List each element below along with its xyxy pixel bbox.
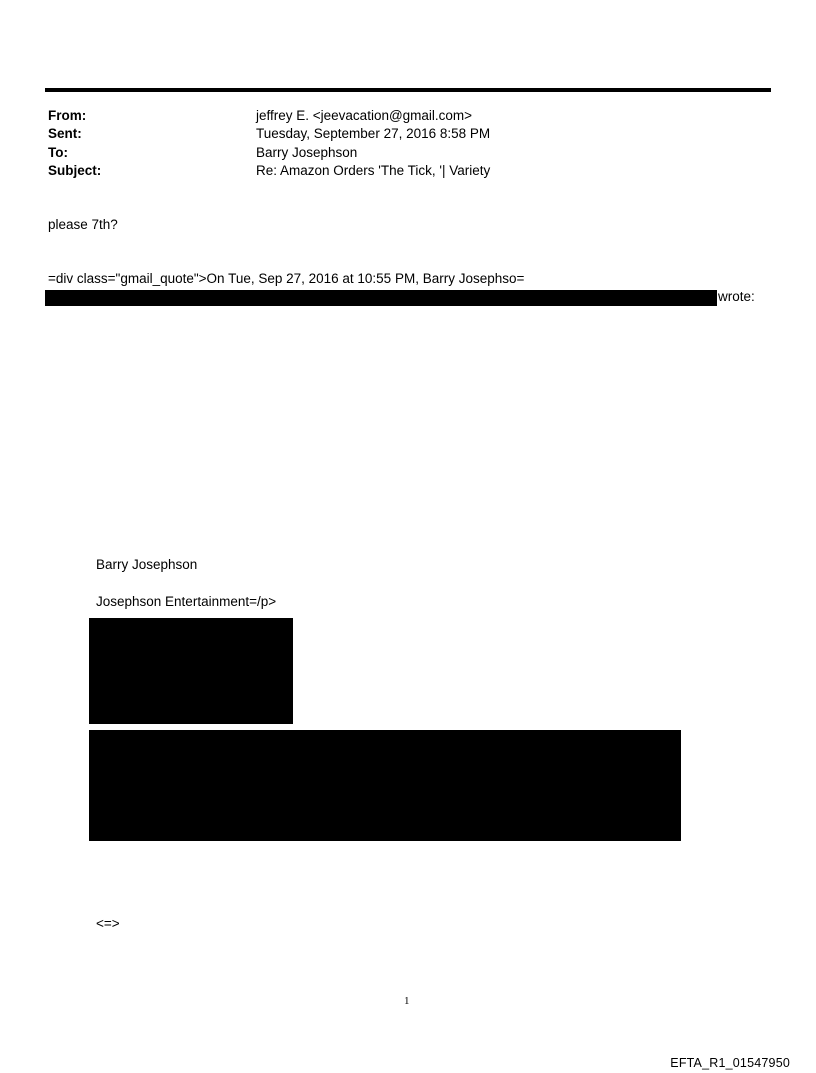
page-number: 1	[404, 995, 410, 1007]
to-label: To:	[48, 145, 68, 160]
redaction-block-email	[45, 290, 717, 306]
quote-line: =div class="gmail_quote">On Tue, Sep 27, 2016 at 10:55 PM, Barry Josephso=	[48, 271, 525, 286]
to-value: Barry Josephson	[256, 145, 358, 160]
trailer-text: <=>	[96, 916, 120, 931]
signature-name: Barry Josephson	[96, 557, 198, 572]
redaction-block-contact	[89, 618, 293, 724]
subject-label: Subject:	[48, 163, 102, 178]
header-rule	[45, 88, 771, 92]
sent-label: Sent:	[48, 126, 82, 141]
signature-company: Josephson Entertainment=/p>	[96, 594, 277, 609]
sent-value: Tuesday, September 27, 2016 8:58 PM	[256, 126, 491, 141]
message-text: please 7th?	[48, 217, 118, 232]
subject-value: Re: Amazon Orders 'The Tick, '| Variety	[256, 163, 491, 178]
wrote-text: wrote:	[718, 289, 755, 304]
from-value: jeffrey E. <jeevacation@gmail.com>	[256, 108, 473, 123]
bates-number: EFTA_R1_01547950	[670, 1056, 790, 1070]
from-label: From:	[48, 108, 87, 123]
redaction-block-body	[89, 730, 681, 841]
